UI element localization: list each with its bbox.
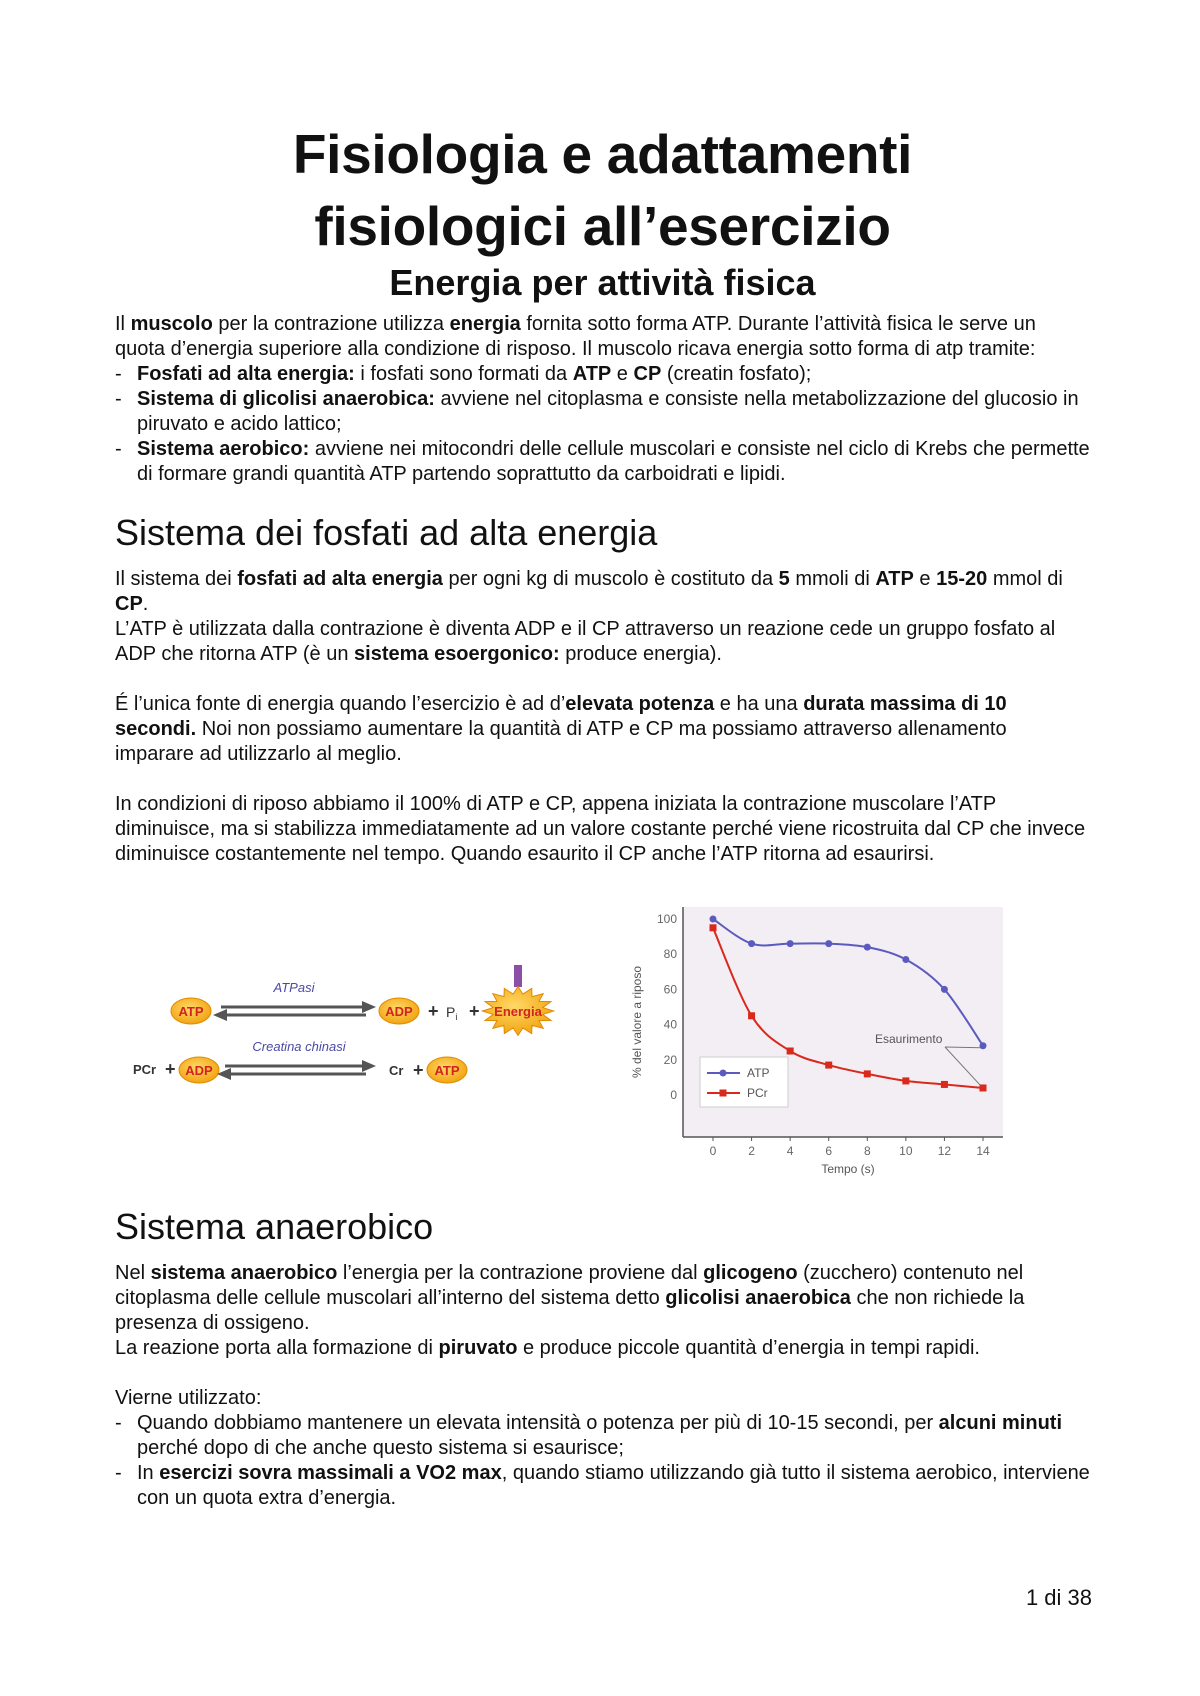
- svg-text:ADP: ADP: [385, 1004, 413, 1019]
- double-arrow-2: [217, 1060, 376, 1080]
- paragraph: In condizioni di riposo abbiamo il 100% di ATP e CP, appena iniziata la contrazione muscolare l’ATP diminuisce, ma si stabilizza immediatamente ad un valore costante perché viene ricostruita dal CP che invece diminuisce costantemente nel tempo. Quando esaurito il CP anche l’ATP ritorna ad esaurirsi.: [115, 793, 1086, 865]
- legend-marker: [720, 1090, 727, 1097]
- title-line-1: Fisiologia e adattamenti: [292, 123, 913, 185]
- atpasi-label: ATPasi: [273, 980, 315, 995]
- paragraph: Vierne utilizzato:: [115, 1387, 262, 1409]
- data-point-pcr: [941, 1081, 948, 1088]
- svg-text:ATP: ATP: [178, 1004, 204, 1019]
- list-item: - Sistema aerobico: avviene nei mitocondri delle cellule muscolari e consiste nel ciclo di Krebs che permette di formare grandi quantità ATP partendo soprattutto da carboidrati e lipidi.: [115, 437, 1090, 487]
- pcr-label: PCr: [133, 1062, 157, 1077]
- x-tick-label: 4: [786, 1144, 794, 1158]
- x-tick-label: 0: [709, 1144, 717, 1158]
- y-tick-label: 0: [670, 1088, 677, 1102]
- y-tick-label: 20: [663, 1052, 677, 1067]
- data-point-atp: [902, 956, 909, 963]
- data-point-pcr: [980, 1084, 987, 1091]
- svg-text:Energia: Energia: [494, 1004, 542, 1019]
- double-arrow-1: [213, 1001, 376, 1021]
- figures-row: [115, 885, 1090, 1185]
- plus-sign: +: [413, 1060, 424, 1080]
- data-point-atp: [864, 944, 871, 951]
- section-heading-anaerobic: Sistema anaerobico: [115, 1206, 434, 1247]
- page-number: 1 di 38: [1025, 1585, 1092, 1610]
- list-item: - Sistema di glicolisi anaerobica: avviene nel citoplasma e consiste nella metabolizzazione del glucosio in piruvato e acido lattico;: [115, 387, 1090, 437]
- energia-burst: [482, 987, 553, 1036]
- legend-label: PCr: [747, 1086, 768, 1100]
- data-point-pcr: [748, 1012, 755, 1019]
- x-tick-label: 12: [937, 1144, 952, 1158]
- y-axis-label: % del valore a riposo: [630, 965, 644, 1079]
- section-heading-phosphates: Sistema dei fosfati ad alta energia: [115, 512, 658, 553]
- data-point-atp: [787, 940, 794, 947]
- adp-badge-1: [379, 998, 419, 1024]
- atp-badge-2: [427, 1057, 467, 1083]
- y-tick-label: 80: [663, 947, 677, 962]
- y-tick-label: 100: [656, 912, 677, 926]
- plus-sign: +: [428, 1001, 439, 1021]
- plus-sign: +: [165, 1059, 176, 1079]
- document-subtitle: Energia per attività fisica: [389, 262, 816, 303]
- adp-badge-2: [179, 1057, 219, 1083]
- annotation-label: Esaurimento: [875, 1032, 943, 1046]
- data-point-atp: [748, 940, 755, 947]
- paragraph: La reazione porta alla formazione di piruvato e produce piccole quantità d’energia in tempi rapidi.: [115, 1337, 980, 1359]
- x-tick-label: 6: [825, 1144, 833, 1158]
- usage-list: [115, 1411, 1090, 1511]
- reaction-diagram: [121, 965, 571, 1105]
- legend-box: [700, 1057, 788, 1107]
- energy-systems-list: [115, 362, 1090, 487]
- list-item: - Fosfati ad alta energia: i fosfati sono formati da ATP e CP (creatin fosfato);: [115, 362, 1090, 387]
- title-line-2: fisiologici all’esercizio: [314, 195, 891, 257]
- y-tick-label: 60: [663, 982, 677, 997]
- page-content: [115, 118, 1090, 1511]
- data-point-pcr: [902, 1077, 909, 1084]
- legend-marker: [720, 1070, 727, 1077]
- x-tick-label: 10: [899, 1144, 913, 1158]
- list-item: - Quando dobbiamo mantenere un elevata intensità o potenza per più di 10-15 secondi, per alcuni minuti perché dopo di che anche questo sistema si esaurisce;: [115, 1411, 1090, 1461]
- pi-label: $P_i$: [446, 1004, 458, 1022]
- atp-badge-1: [171, 998, 211, 1024]
- creatina-chinasi-label: Creatina chinasi: [252, 1039, 346, 1054]
- x-axis-label: Tempo (s): [821, 1162, 875, 1176]
- energy-stem: [514, 965, 522, 987]
- document-title: [115, 118, 1090, 262]
- y-tick-label: 40: [663, 1017, 677, 1032]
- svg-text:ATP: ATP: [434, 1063, 460, 1078]
- paragraph: Il sistema dei fosfati ad alta energia per ogni kg di muscolo è costituto da 5 mmoli di ATP e 15-20 mmol di CP.: [115, 568, 1063, 615]
- paragraph: L’ATP è utilizzata dalla contrazione è diventa ADP e il CP attraverso un reazione cede un gruppo fosfato al ADP che ritorna ATP (è un sistema esoergonico: produce energia).: [115, 618, 1056, 665]
- data-point-pcr: [710, 924, 717, 931]
- data-point-pcr: [864, 1070, 871, 1077]
- atp-pcr-chart: [615, 885, 1085, 1185]
- list-item: - In esercizi sovra massimali a VO2 max, quando stiamo utilizzando già tutto il sistema aerobico, interviene con un quota extra d’energia.: [115, 1461, 1090, 1511]
- data-point-atp: [941, 986, 948, 993]
- x-tick-label: 8: [863, 1144, 871, 1158]
- x-tick-label: 2: [748, 1144, 755, 1158]
- data-point-atp: [710, 916, 717, 923]
- data-point-pcr: [787, 1048, 794, 1055]
- legend-label: ATP: [747, 1066, 770, 1080]
- svg-text:ADP: ADP: [185, 1063, 213, 1078]
- paragraph: Nel sistema anaerobico l’energia per la contrazione proviene dal glicogeno (zucchero) contenuto nel citoplasma delle cellule muscolari all’interno del sistema detto glicolisi anaerobica che non richiede la presenza di ossigeno.: [115, 1262, 1025, 1334]
- paragraph: É l’unica fonte di energia quando l’esercizio è ad d’elevata potenza e ha una durata massima di 10 secondi. Noi non possiamo aumentare la quantità di ATP e CP ma possiamo attraverso allenamento imparare ad utilizzarlo al meglio.: [115, 693, 1007, 765]
- intro-paragraph: Il muscolo per la contrazione utilizza energia fornita sotto forma ATP. Durante l’attività fisica le serve un quota d’energia superiore alla condizione di risposo. Il muscolo ricava energia sotto forma di atp tramite:: [115, 313, 1036, 360]
- data-point-atp: [825, 940, 832, 947]
- data-point-pcr: [825, 1062, 832, 1069]
- cr-label: Cr: [389, 1063, 404, 1078]
- plus-sign: +: [469, 1001, 480, 1021]
- x-tick-label: 14: [976, 1144, 990, 1158]
